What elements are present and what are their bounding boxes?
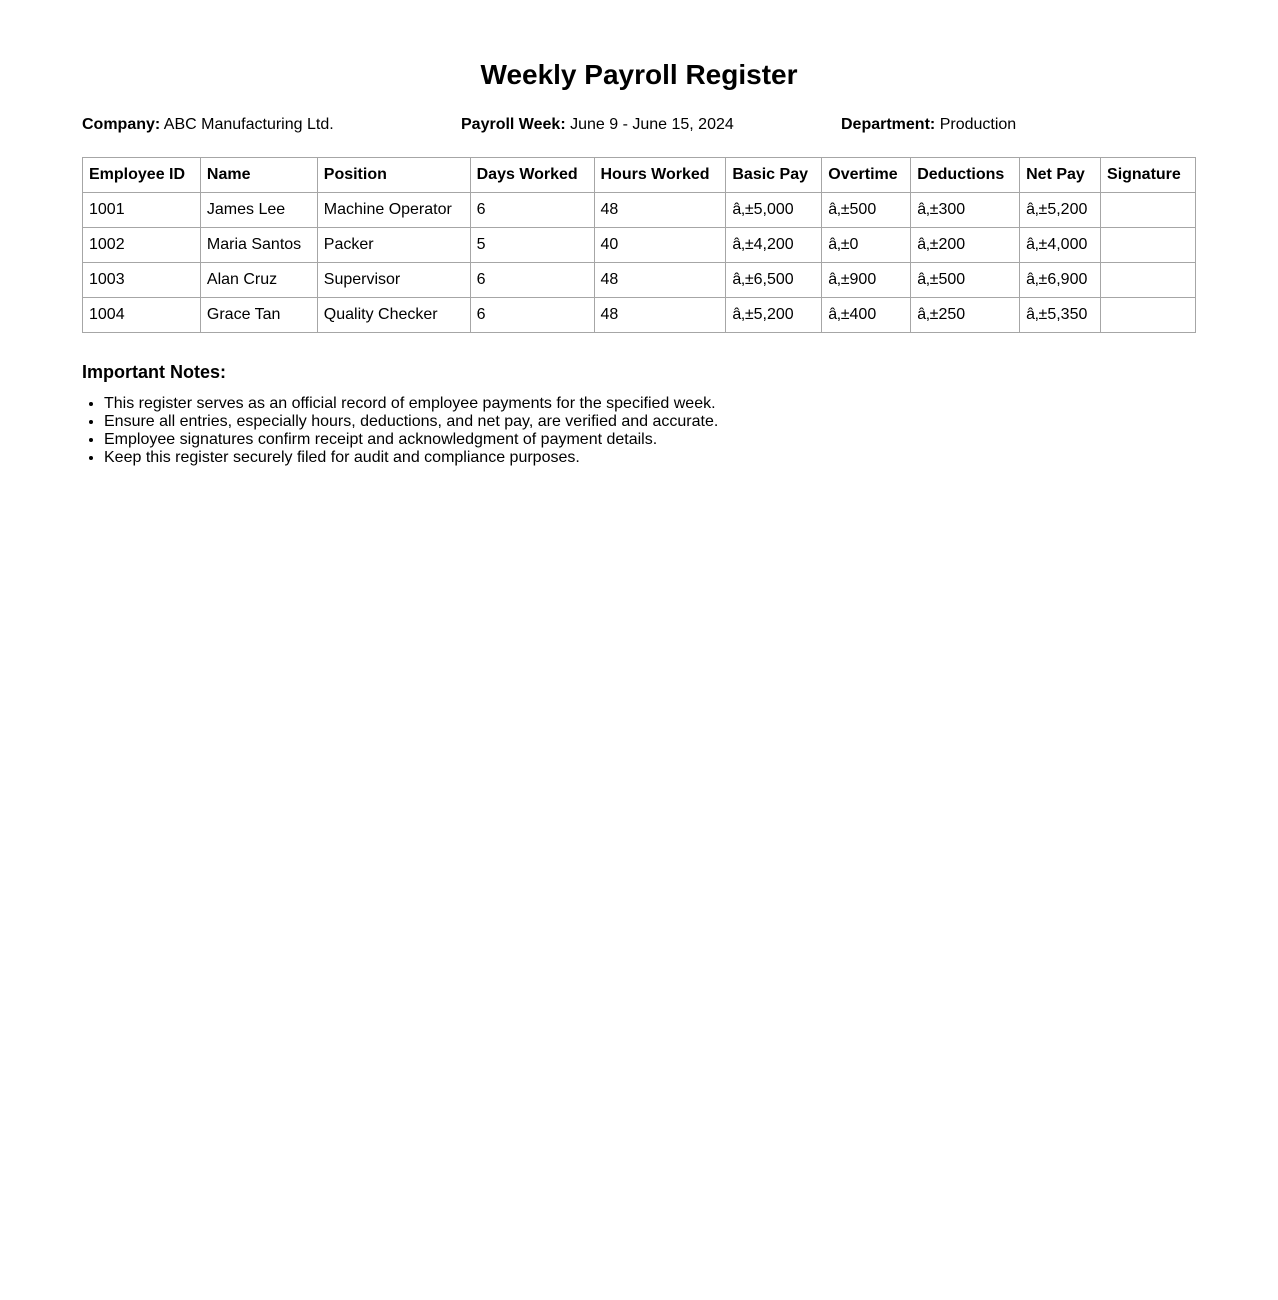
position-cell: Machine Operator — [317, 193, 470, 228]
net-pay-cell: â‚±4,000 — [1020, 228, 1101, 263]
column-header: Employee ID — [83, 158, 201, 193]
name-cell: James Lee — [200, 193, 317, 228]
table-row — [83, 263, 1196, 298]
employee-id-cell: 1004 — [83, 298, 201, 333]
position-cell: Quality Checker — [317, 298, 470, 333]
notes-heading: Important Notes: — [82, 362, 226, 382]
column-header: Overtime — [822, 158, 911, 193]
signature-cell — [1101, 298, 1196, 333]
company-info — [82, 116, 461, 134]
basic-pay-cell: â‚±4,200 — [726, 228, 822, 263]
basic-pay-cell: â‚±5,200 — [726, 298, 822, 333]
department-info — [841, 116, 1196, 134]
deductions-cell: â‚±300 — [911, 193, 1020, 228]
overtime-cell: â‚±400 — [822, 298, 911, 333]
days-worked-cell: 6 — [470, 263, 594, 298]
column-header: Days Worked — [470, 158, 594, 193]
table-header-row — [83, 158, 1196, 193]
column-header: Deductions — [911, 158, 1020, 193]
employee-id-cell: 1003 — [83, 263, 201, 298]
employee-id-cell: 1001 — [83, 193, 201, 228]
hours-worked-cell: 40 — [594, 228, 726, 263]
table-row — [83, 228, 1196, 263]
days-worked-cell: 6 — [470, 298, 594, 333]
basic-pay-cell: â‚±6,500 — [726, 263, 822, 298]
overtime-cell: â‚±0 — [822, 228, 911, 263]
table-row — [83, 298, 1196, 333]
hours-worked-cell: 48 — [594, 193, 726, 228]
page-title: Weekly Payroll Register — [480, 59, 798, 90]
name-cell: Alan Cruz — [200, 263, 317, 298]
list-item: • Keep this register securely filed for audit and compliance purposes. — [104, 449, 1196, 467]
company-label: Company: — [82, 116, 161, 133]
list-item: • This register serves as an official record of employee payments for the specified week. — [104, 395, 1196, 413]
basic-pay-cell: â‚±5,000 — [726, 193, 822, 228]
payroll-document — [82, 0, 1196, 467]
net-pay-cell: â‚±5,350 — [1020, 298, 1101, 333]
company-value: ABC Manufacturing Ltd. — [163, 116, 334, 133]
deductions-cell: â‚±250 — [911, 298, 1020, 333]
signature-cell — [1101, 193, 1196, 228]
department-label: Department: — [841, 116, 936, 133]
column-header: Name — [200, 158, 317, 193]
column-header: Net Pay — [1020, 158, 1101, 193]
net-pay-cell: â‚±6,900 — [1020, 263, 1101, 298]
hours-worked-cell: 48 — [594, 298, 726, 333]
notes-list — [82, 395, 1196, 467]
name-cell: Maria Santos — [200, 228, 317, 263]
days-worked-cell: 6 — [470, 193, 594, 228]
column-header: Signature — [1101, 158, 1196, 193]
column-header: Basic Pay — [726, 158, 822, 193]
column-header: Hours Worked — [594, 158, 726, 193]
payroll-week-info — [461, 116, 841, 134]
list-item: • Employee signatures confirm receipt and acknowledgment of payment details. — [104, 431, 1196, 449]
document-meta — [82, 116, 1196, 134]
payroll-week-label: Payroll Week: — [461, 116, 566, 133]
payroll-week-value: June 9 - June 15, 2024 — [570, 116, 734, 133]
payroll-table — [82, 157, 1196, 333]
list-item: • Ensure all entries, especially hours, deductions, and net pay, are verified and accurate. — [104, 413, 1196, 431]
deductions-cell: â‚±200 — [911, 228, 1020, 263]
column-header: Position — [317, 158, 470, 193]
deductions-cell: â‚±500 — [911, 263, 1020, 298]
table-row — [83, 193, 1196, 228]
department-value: Production — [939, 116, 1017, 133]
days-worked-cell: 5 — [470, 228, 594, 263]
signature-cell — [1101, 228, 1196, 263]
position-cell: Supervisor — [317, 263, 470, 298]
employee-id-cell: 1002 — [83, 228, 201, 263]
hours-worked-cell: 48 — [594, 263, 726, 298]
position-cell: Packer — [317, 228, 470, 263]
net-pay-cell: â‚±5,200 — [1020, 193, 1101, 228]
name-cell: Grace Tan — [200, 298, 317, 333]
overtime-cell: â‚±500 — [822, 193, 911, 228]
overtime-cell: â‚±900 — [822, 263, 911, 298]
signature-cell — [1101, 263, 1196, 298]
